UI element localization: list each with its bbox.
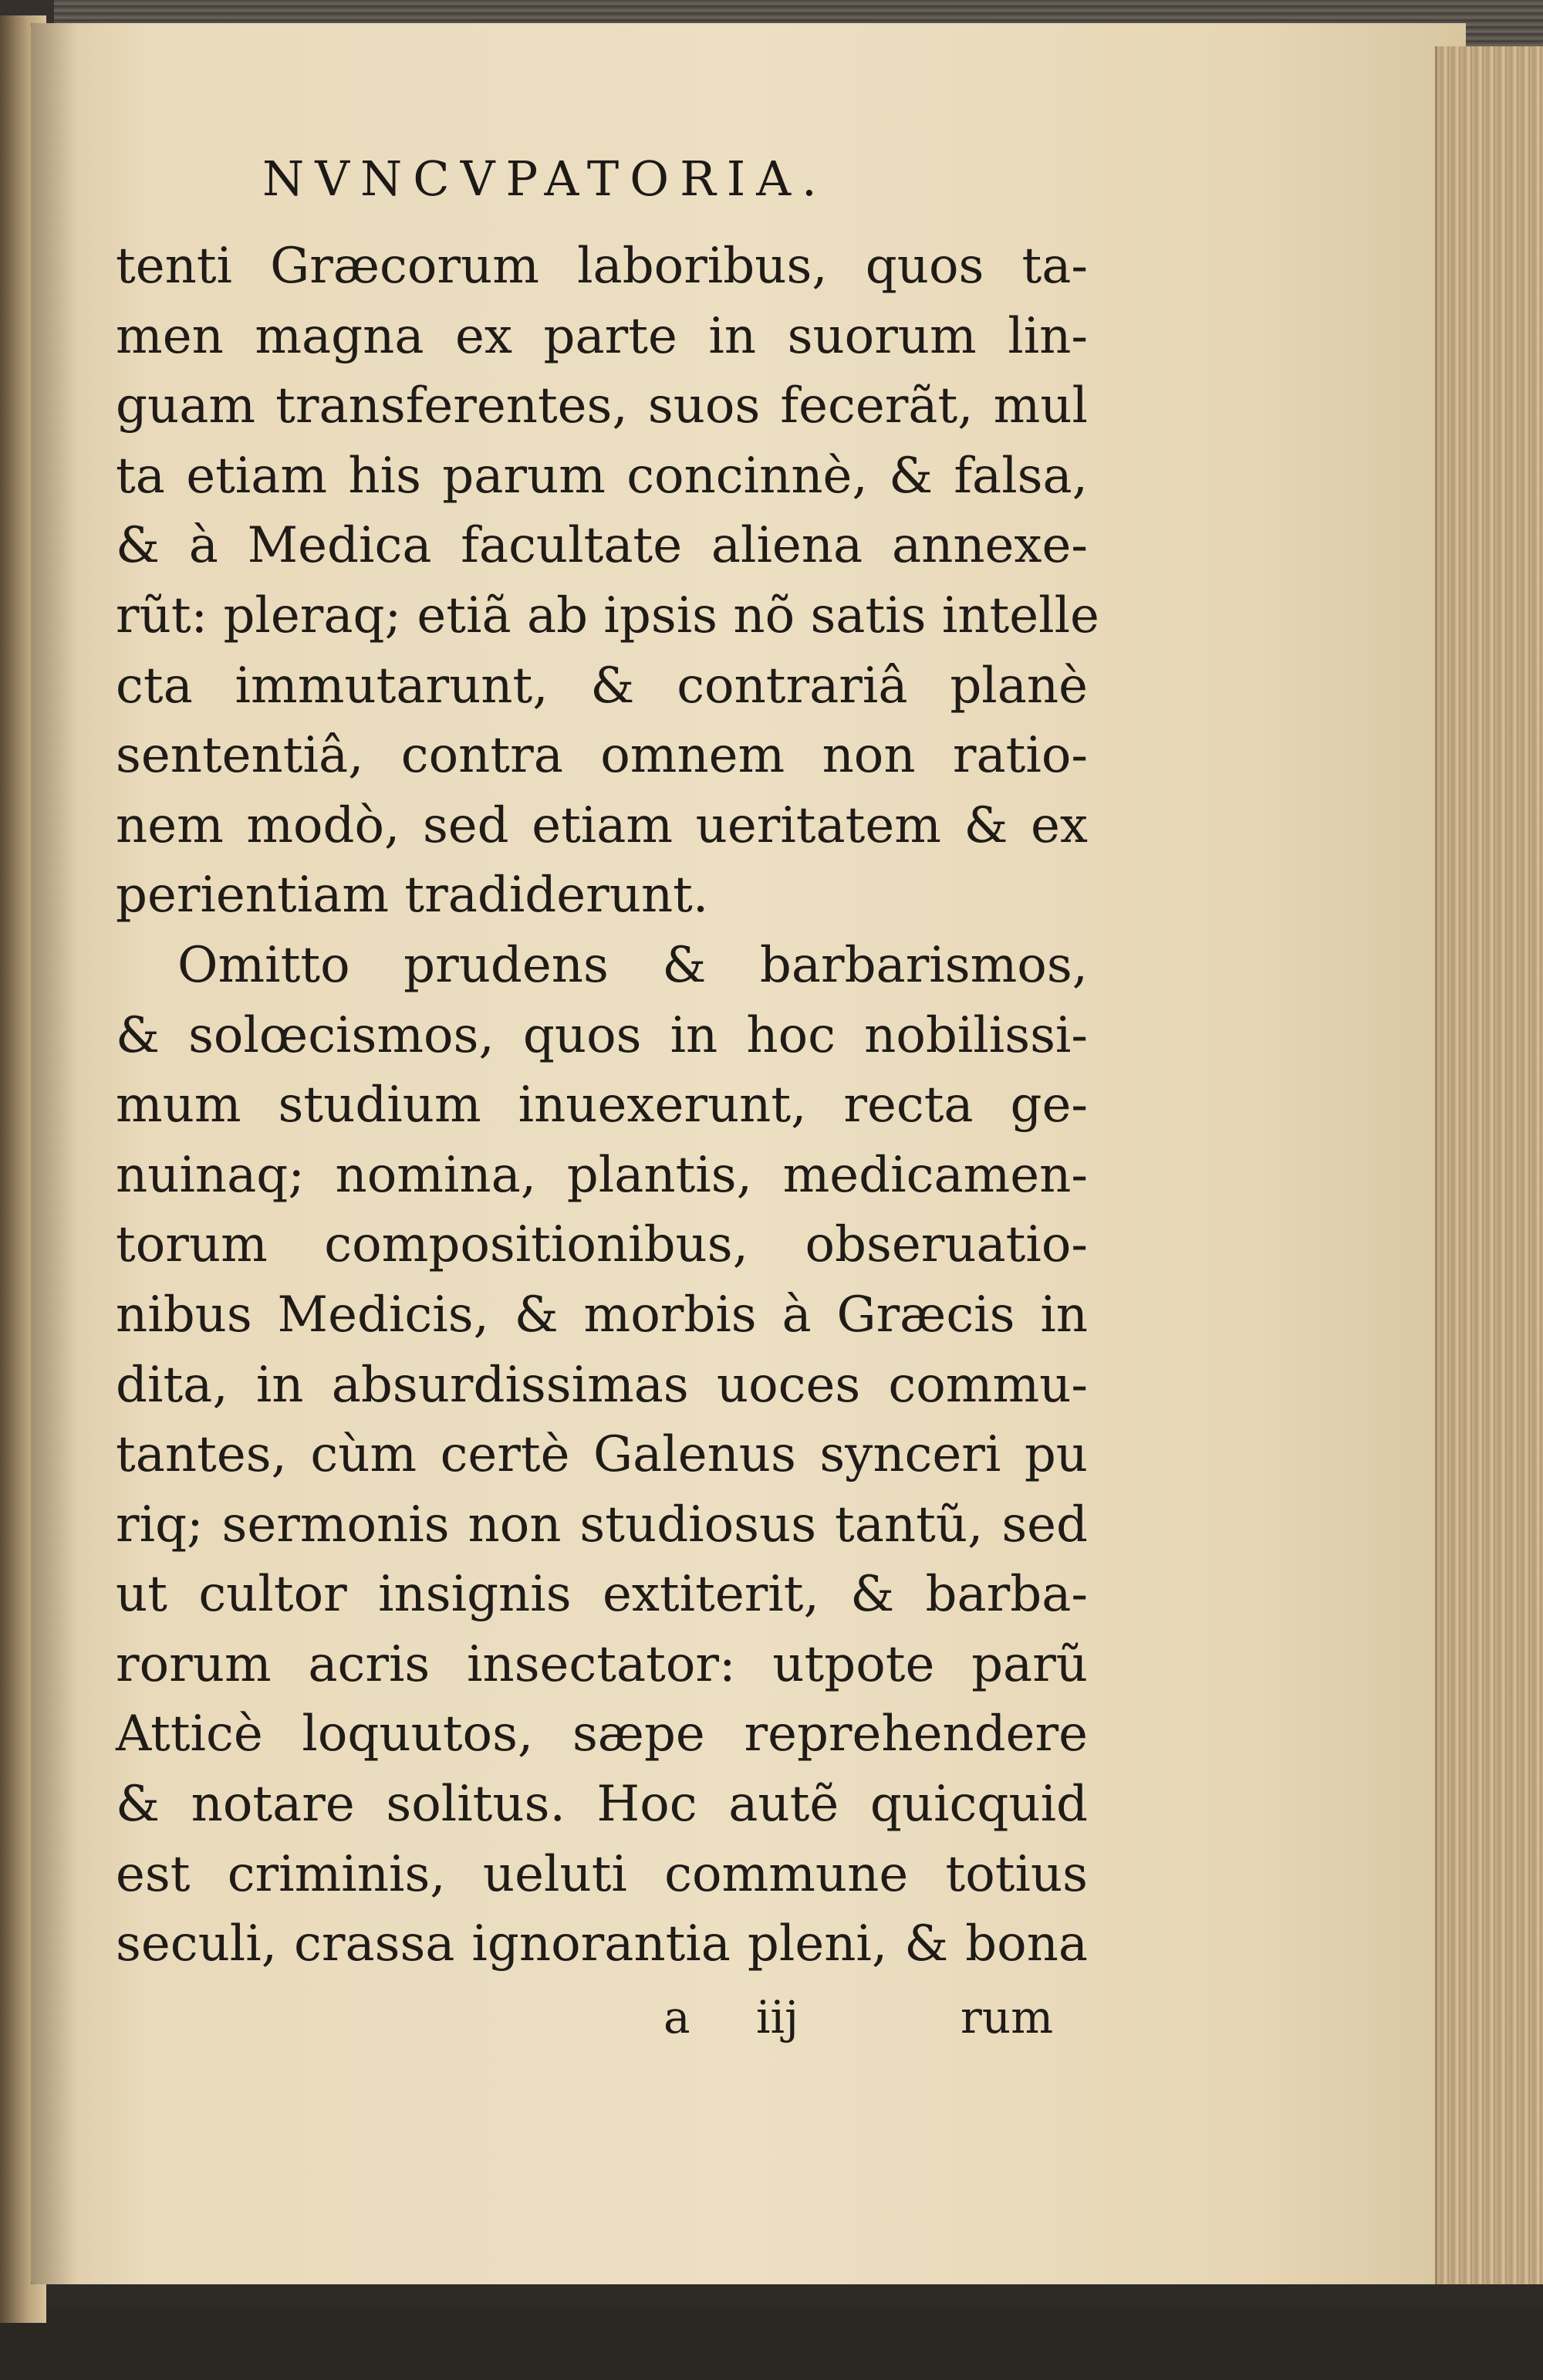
text-line: Atticè loquutos, sæpe reprehendere	[116, 1706, 1088, 1763]
text-line: ta etiam his parum concinnè, & falsa,	[116, 447, 1088, 505]
text-line: & notare solitus. Hoc autẽ quicquid	[116, 1776, 1088, 1834]
text-line: dita, in absurdissimas uoces commu-	[116, 1356, 1088, 1414]
text-line: nem modò, sed etiam ueritatem & ex	[116, 796, 1088, 854]
text-line: sententiâ, contra omnem non ratio-	[116, 727, 1088, 785]
text-line: nibus Medicis, & morbis à Græcis in	[116, 1286, 1088, 1344]
catchword: rum	[961, 1991, 1054, 2044]
text-body	[116, 232, 1099, 1979]
text-line: guam transferentes, suos fecerãt, mul	[116, 377, 1088, 435]
text-line: tantes, cùm certè Galenus synceri pu	[116, 1426, 1088, 1484]
text-line: cta immutarunt, & contrariâ planè	[116, 657, 1088, 715]
text-line: men magna ex parte in suorum lin-	[116, 307, 1088, 365]
background-bottom	[0, 2307, 1543, 2380]
text-line: mum studium inuexerunt, recta ge-	[116, 1077, 1088, 1134]
text-line: torum compositionibus, obseruatio-	[116, 1216, 1088, 1274]
text-line: & à Medica facultate aliena annexe-	[116, 517, 1088, 575]
text-line: riq; sermonis non studiosus tantũ, sed	[116, 1496, 1088, 1553]
text-line: tenti Græcorum laboribus, quos ta-	[116, 238, 1088, 295]
text-line: perientiam tradiderunt.	[116, 867, 709, 925]
paragraph-start-line: Omitto prudens & barbarismos,	[177, 936, 1088, 994]
text-line: nuinaq; nomina, plantis, medicamen-	[116, 1146, 1088, 1204]
gutter-shadow	[31, 23, 77, 2284]
text-line: seculi, crassa ignorantia pleni, & bona	[116, 1915, 1088, 1973]
page-edges	[1435, 46, 1543, 2284]
running-header: NVNCVPATORIA.	[262, 150, 828, 207]
page-footer	[0, 1991, 1080, 2053]
text-line: rorum acris insectator: utpote parũ	[116, 1635, 1088, 1693]
text-line: rũt: pleraq; etiã ab ipsis nõ satis intelle	[116, 587, 1099, 644]
text-line: & solœcismos, quos in hoc nobilissi-	[116, 1006, 1088, 1064]
signature-mark: a	[663, 1991, 690, 2044]
signature-number: iij	[756, 1991, 799, 2044]
text-line: est criminis, ueluti commune totius	[116, 1845, 1088, 1903]
text-line: ut cultor insignis extiterit, & barba-	[116, 1566, 1088, 1624]
